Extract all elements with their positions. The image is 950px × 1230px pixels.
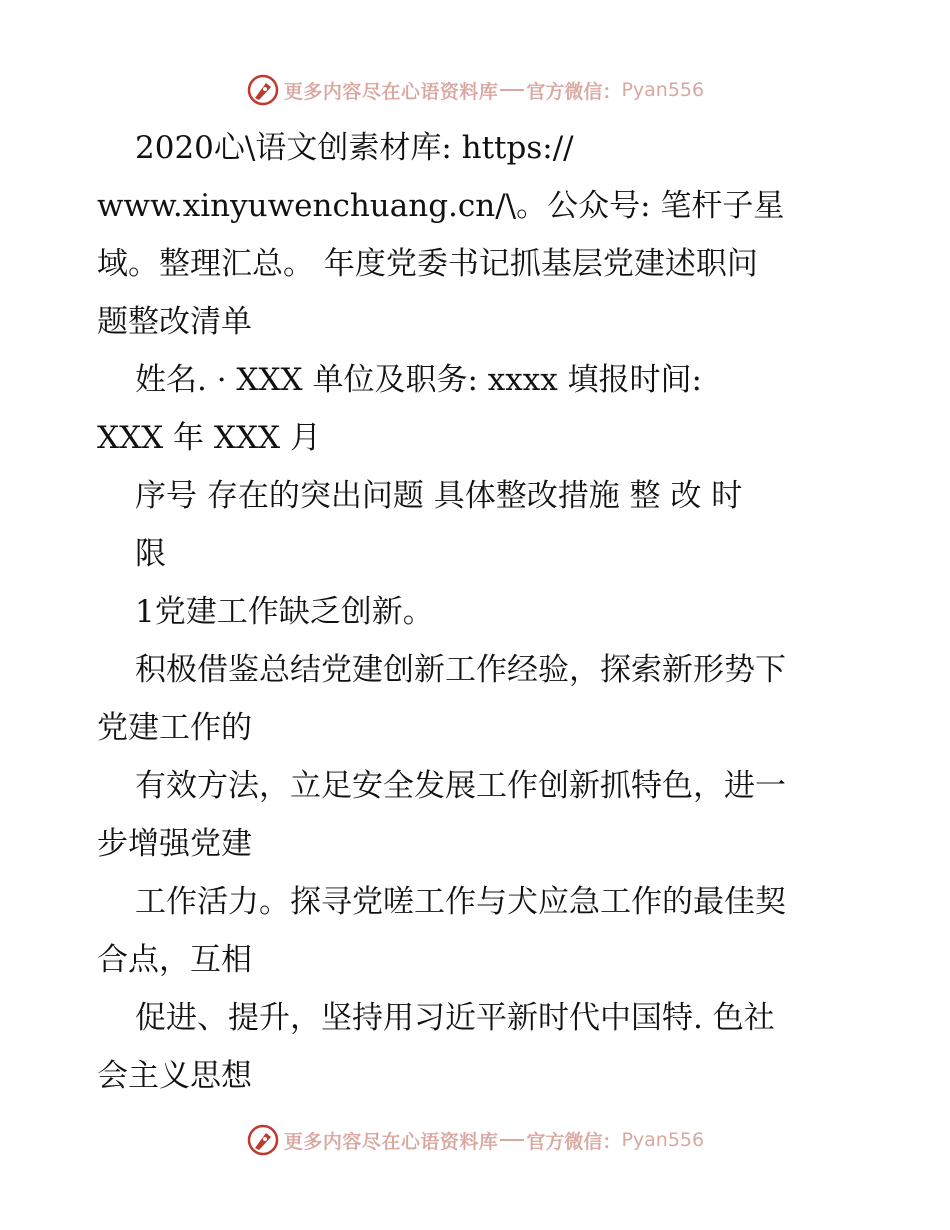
document-line: 2020心\语文创素材库: https:// xyxy=(135,130,574,166)
document-line: 合点，互相 xyxy=(97,942,252,978)
header-watermark-banner xyxy=(0,70,950,110)
document-line: XXX 年 XXX 月 xyxy=(97,420,321,456)
watermark-wechat-label: 官方微信： xyxy=(526,80,622,103)
document-line: 有效方法，立足安全发展工作创新抓特色，进一 xyxy=(135,768,786,804)
document-line: 积极借鉴总结党建创新工作经验，探索新形势下 xyxy=(135,652,786,688)
watermark-dash xyxy=(500,89,524,91)
document-line: 序号 存在的突出问题 具体整改措施 整 改 时 xyxy=(135,478,743,514)
watermark-wechat-id: Pyan556 xyxy=(621,79,705,101)
document-line: 会主义思想 xyxy=(97,1058,252,1094)
document-line: 题整改清单 xyxy=(97,304,252,340)
document-body xyxy=(97,119,857,1105)
watermark-wechat-id: Pyan556 xyxy=(621,1129,705,1151)
document-line: www.xinyuwenchuang.cn/\。公众号: 笔杆子星 xyxy=(97,188,785,224)
watermark-dash xyxy=(500,1139,524,1141)
document-line: 工作活力。探寻党嗟工作与犬应急工作的最佳契 xyxy=(135,884,786,920)
pen-nib-logo-icon xyxy=(246,1123,280,1157)
watermark-wechat-label: 官方微信： xyxy=(526,1130,622,1153)
document-line: 姓名. · XXX 单位及职务: xxxx 填报时间: xyxy=(135,362,703,398)
document-line: 步增强党建 xyxy=(97,826,252,862)
document-line: 限 xyxy=(135,536,166,572)
document-line: 域。整理汇总。 年度党委书记抓基层党建述职问 xyxy=(97,246,758,282)
document-line: 促进、提升，坚持用习近平新时代中国特. 色社 xyxy=(135,1000,775,1036)
document-line: 1党建工作缺乏创新。 xyxy=(135,594,434,630)
watermark-slogan: 更多内容尽在心语资料库 xyxy=(283,1130,499,1153)
pen-nib-logo-icon xyxy=(246,73,280,107)
watermark-slogan: 更多内容尽在心语资料库 xyxy=(283,80,499,103)
document-line: 党建工作的 xyxy=(97,710,252,746)
footer-watermark-banner xyxy=(0,1120,950,1160)
